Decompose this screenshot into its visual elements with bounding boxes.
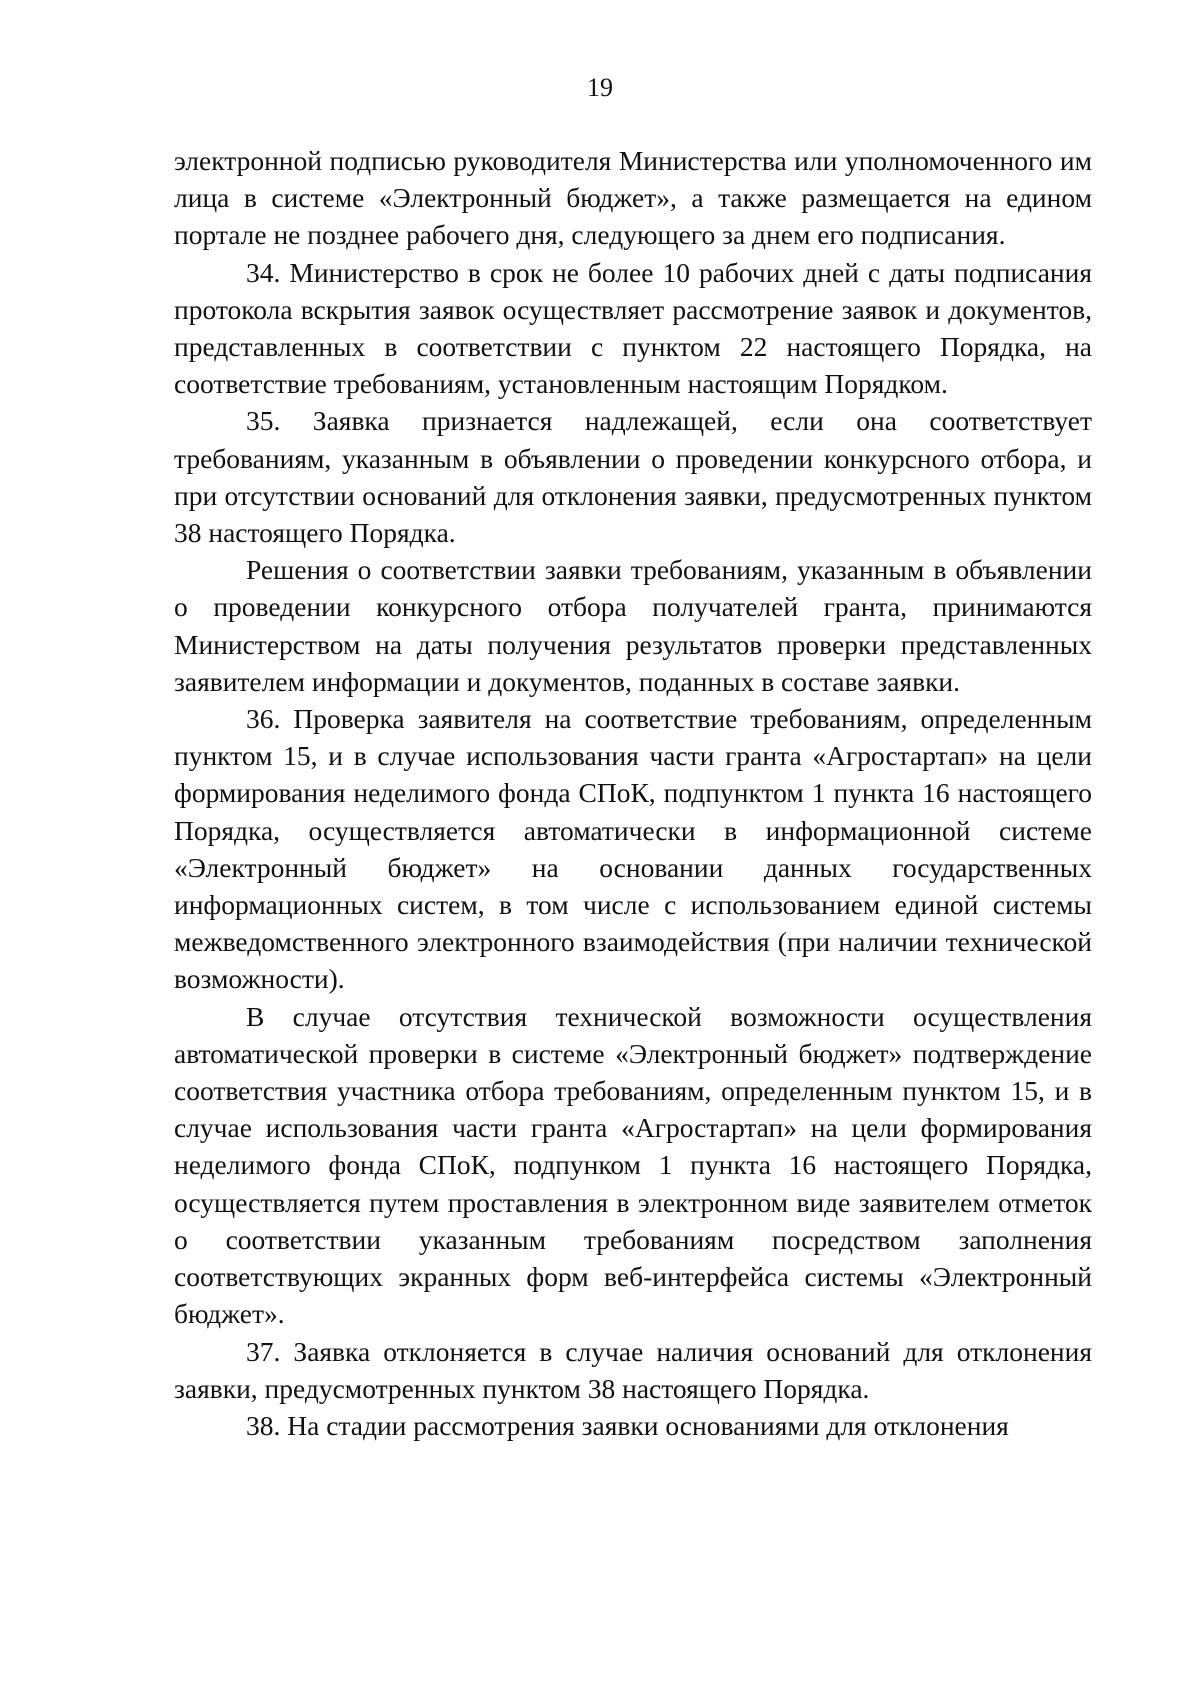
paragraph-continuation: электронной подписью руководителя Министерства или уполномоченного им лица в системе «Электронный бюджет», а также размещается на едином портале не позднее рабочего дня, следующего за днем его подписания.	[174, 145, 1092, 251]
document-body	[174, 142, 1092, 1444]
paragraph-34: 34. Министерство в срок не более 10 рабочих дней с даты подписания протокола вскрытия заявок осуществляет рассмотрение заявок и документов, представленных в соответствии с пунктом 22 настоящего Порядка, на соответствие требованиям, установленным настоящим Порядком.	[174, 256, 1092, 400]
paragraph-36: 36. Проверка заявителя на соответствие требованиям, определенным пунктом 15, и в случае использования части гранта «Агростартап» на цели формирования неделимого фонда СПоК, подпунктом 1 пункта 16 настоящего Порядка, осуществляется автоматически в информационной системе «Электронный бюджет» на основании данных государственных информационных систем, в том числе с использованием единой системы межведомственного электронного взаимодействия (при наличии технической возможности).	[174, 703, 1092, 995]
paragraph-37: 37. Заявка отклоняется в случае наличия оснований для отклонения заявки, предусмотренных пунктом 38 настоящего Порядка.	[174, 1335, 1092, 1404]
paragraph-38: 38. На стадии рассмотрения заявки основаниями для отклонения	[246, 1409, 1009, 1441]
paragraph-decisions: Решения о соответствии заявки требованиям, указанным в объявлении о проведении конкурсного отбора получателей гранта, принимаются Министерством на даты получения результатов проверки представленных заявителем информации и документов, поданных в составе заявки.	[174, 554, 1092, 697]
paragraph-35: 35. Заявка признается надлежащей, если она соответствует требованиям, указанным в объявлении о проведении конкурсного отбора, и при отсутствии оснований для отклонения заявки, предусмотренных пунктом 38 настоящего Порядка.	[174, 405, 1092, 549]
paragraph-no-technical-possibility: В случае отсутствия технической возможности осуществления автоматической проверки в системе «Электронный бюджет» подтверждение соответствия участника отбора требованиям, определенным пунктом 15, и в случае использования части гранта «Агростартап» на цели формирования неделимого фонда СПоК, подпунком 1 пункта 16 настоящего Порядка, осуществляется путем проставления в электронном виде заявителем отметок о соответствии указанным требованиям посредством заполнения соответствующих экранных форм веб-интерфейса системы «Электронный бюджет».	[174, 1000, 1092, 1330]
page-number: 19	[587, 73, 613, 102]
